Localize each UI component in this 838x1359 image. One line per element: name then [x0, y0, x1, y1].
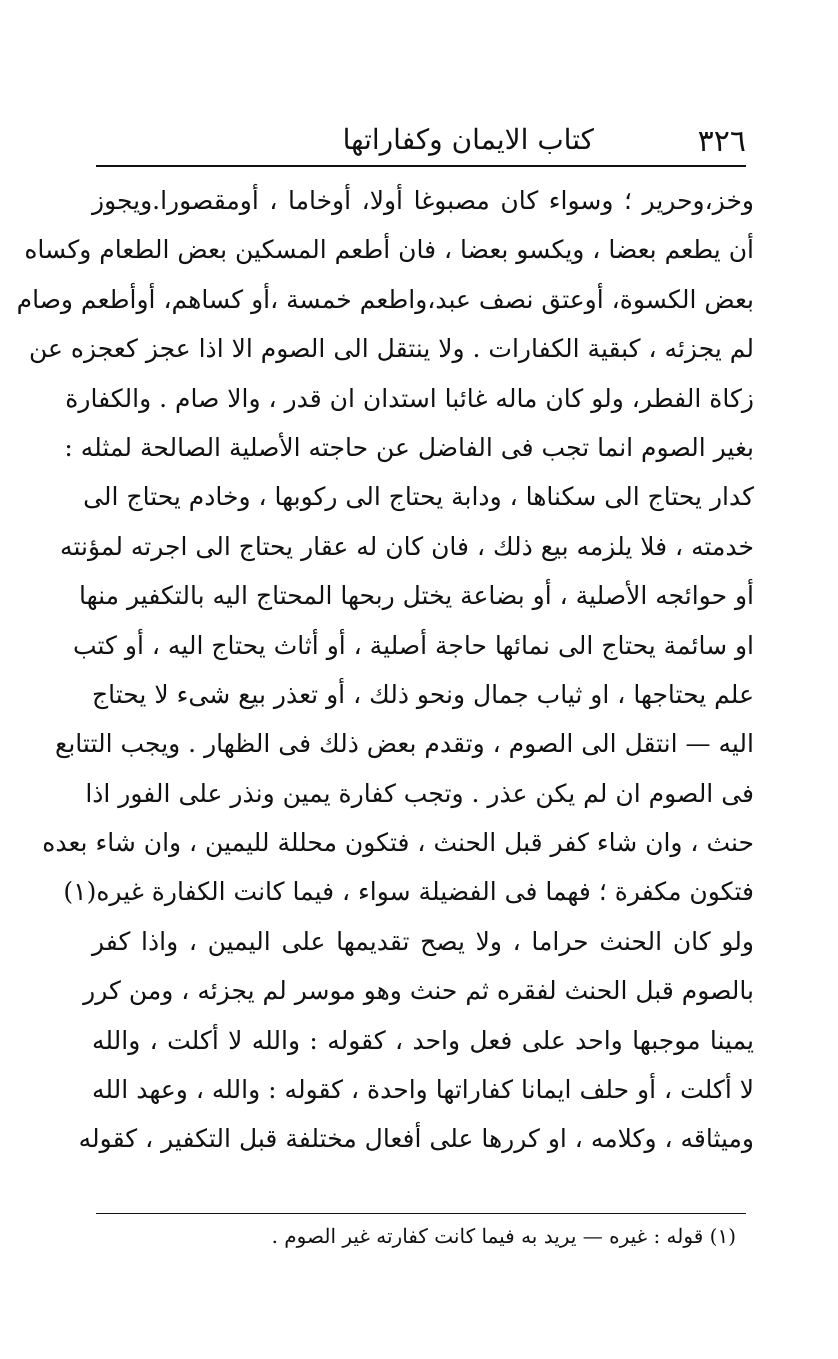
text-line: فتكون مكفرة ؛ فهما فى الفضيلة سواء ، فيما كانت الكفارة غيره(١): [63, 877, 754, 907]
text-line: علم يحتاجها ، او ثياب جمال ونحو ذلك ، أو تعذر بيع شىء لا يحتاج: [92, 679, 754, 709]
text-line: فى الصوم ان لم يكن عذر . وتجب كفارة يمين ونذر على الفور اذا: [85, 778, 754, 808]
footnote: (١) قوله : غيره — يريد به فيما كانت كفارته غير الصوم .: [271, 1224, 736, 1248]
chapter-title: كتاب الايمان وكفاراتها: [342, 123, 594, 156]
text-line: كدار يحتاج الى سكناها ، ودابة يحتاج الى ركوبها ، وخادم يحتاج الى: [83, 482, 754, 512]
text-line: أو حوائجه الأصلية ، أو بضاعة يختل ربحها المحتاج اليه بالتكفير منها: [78, 581, 754, 611]
header-divider: [96, 165, 746, 167]
text-line: وخز،وحرير ؛ وسواء كان مصبوغا أولا، أوخاما ، أومقصورا.ويجوز: [92, 186, 754, 215]
footnote-divider: [96, 1213, 746, 1214]
text-line: لا أكلت ، أو حلف ايمانا كفاراتها واحدة ، كقوله : والله ، وعهد الله: [92, 1075, 754, 1105]
running-header: [96, 112, 746, 164]
text-line: بالصوم قبل الحنث لفقره ثم حنث وهو موسر لم يجزئه ، ومن كرر: [83, 976, 754, 1006]
text-line: او سائمة يحتاج الى نمائها حاجة أصلية ، أو أثاث يحتاج اليه ، أو كتب: [72, 630, 754, 660]
text-line: يمينا موجبها واحد على فعل واحد ، كقوله : والله لا أكلت ، والله: [92, 1025, 754, 1055]
main-text: [16, 176, 754, 1164]
text-line: لم يجزئه ، كبقية الكفارات . ولا ينتقل الى الصوم الا اذا عجز كعجزه عن: [28, 334, 754, 364]
page-number: ٣٢٦: [697, 124, 746, 159]
text-line: أن يطعم بعضا ، ويكسو بعضا ، فان أطعم المسكين بعض الطعام وكساه: [24, 235, 754, 265]
text-line: زكاة الفطر، ولو كان ماله غائبا استدان ان قدر ، والا صام . والكفارة: [65, 383, 754, 413]
text-line: بغير الصوم انما تجب فى الفاضل عن حاجته الأصلية الصالحة لمثله :: [64, 432, 754, 462]
text-line: خدمته ، فلا يلزمه بيع ذلك ، فان كان له عقار يحتاج الى اجرته لمؤنته: [60, 531, 754, 561]
text-line: وميثاقه ، وكلامه ، او كررها على أفعال مختلفة قبل التكفير ، كقوله: [78, 1124, 754, 1154]
text-line: ولو كان الحنث حراما ، ولا يصح تقديمها على اليمين ، واذا كفر: [92, 926, 754, 956]
text-line: حنث ، وان شاء كفر قبل الحنث ، فتكون محللة لليمين ، وان شاء بعده: [42, 828, 754, 858]
text-line: بعض الكسوة، أوعتق نصف عبد،واطعم خمسة ،أو كساهم، أوأطعم وصام: [16, 284, 754, 314]
text-line: اليه — انتقل الى الصوم ، وتقدم بعض ذلك فى الظهار . ويجب التتابع: [55, 729, 754, 759]
